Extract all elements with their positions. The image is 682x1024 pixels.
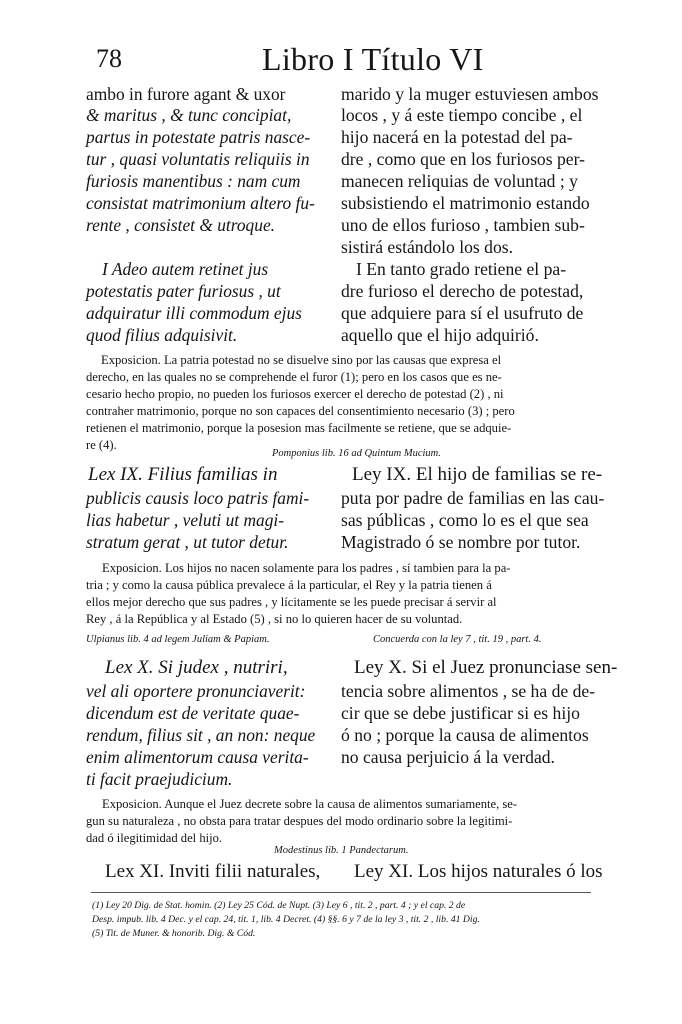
spanish-line: cir que se debe justificar si es hijo xyxy=(341,703,580,723)
spanish-line: I En tanto grado retiene el pa- xyxy=(356,259,567,279)
exposicion-line: re (4). xyxy=(86,438,117,452)
latin-line: publicis causis loco patris fami- xyxy=(86,488,310,508)
latin-line: adquiratur illi commodum ejus xyxy=(86,303,302,323)
exposicion-line: Rey , á la República y al Estado (5) , si no lo quieren hacer de su voluntad. xyxy=(86,612,463,626)
exposicion-line: derecho, en las quales no se comprehende el furor (1); pero en los casos que es ne- xyxy=(86,370,502,384)
latin-line: Lex IX. Filius familias in xyxy=(88,464,278,485)
exposicion-line: gun su naturaleza , no obsta para tratar despues del modo ordinario sobre la legitimi- xyxy=(86,814,513,828)
spanish-line: que adquiere para sí el usufruto de xyxy=(341,303,584,323)
exposicion-line: ellos mejor derecho que sus padres , y lícitamente se les puede precisar á servir al xyxy=(86,595,497,609)
spanish-line: manecen reliquias de voluntad ; y xyxy=(341,171,578,191)
exposicion-line: Exposicion. Aunque el Juez decrete sobre la causa de alimentos sumariamente, se- xyxy=(102,797,518,811)
exposicion-line: retienen el matrimonio, porque la posesion mas facilmente se retiene, que se adquie- xyxy=(86,421,512,435)
spanish-line: ó no ; porque la causa de alimentos xyxy=(341,725,589,745)
latin-line: partus in potestate patris nasce- xyxy=(86,127,311,147)
latin-line: rendum, filius sit , an non: neque xyxy=(86,725,316,745)
source-citation: Modestinus lib. 1 Pandectarum. xyxy=(274,845,409,856)
latin-line: ti facit praejudicium. xyxy=(86,769,233,789)
spanish-line: Ley X. Si el Juez pronunciase sen- xyxy=(354,657,618,678)
latin-line: Lex X. Si judex , nutriri, xyxy=(105,657,288,678)
source-citation-left: Ulpianus lib. 4 ad legem Juliam & Papiam. xyxy=(86,634,270,645)
latin-line: consistat matrimonium altero fu- xyxy=(86,193,315,213)
running-title: Libro I Título VI xyxy=(262,41,484,77)
exposicion-line: cesario hecho propio, no pueden los furiosos exercer el derecho de potestad (2) , ni xyxy=(86,387,504,401)
spanish-line: marido y la muger estuviesen ambos xyxy=(341,84,599,104)
footnote-divider xyxy=(91,892,591,893)
latin-line: potestatis pater furiosus , ut xyxy=(86,281,281,301)
source-citation-right: Concuerda con la ley 7 , tit. 19 , part. 4. xyxy=(373,634,542,645)
spanish-line: sistirá estándolo los dos. xyxy=(341,237,514,257)
latin-line: I Adeo autem retinet jus xyxy=(102,259,269,279)
spanish-line: dre , como que en los furiosos per- xyxy=(341,149,585,169)
spanish-line: hijo nacerá en la potestad del pa- xyxy=(341,127,573,147)
latin-line: Lex XI. Inviti filii naturales, xyxy=(105,861,321,882)
exposicion-line: tria ; y como la causa pública prevalece á la particular, el Rey y la patria tienen á xyxy=(86,578,492,592)
exposicion-line: dad ó ilegitimidad del hijo. xyxy=(86,831,223,845)
exposicion-line: Exposicion. La patria potestad no se disuelve sino por las causas que expresa el xyxy=(101,353,502,367)
page-number: 78 xyxy=(96,44,122,73)
footnote-line: (1) Ley 20 Dig. de Stat. homin. (2) Ley 25 Cód. de Nupt. (3) Ley 6 , tit. 2 , part. 4 ; y el cap. 2 de xyxy=(92,900,466,911)
spanish-line: dre furioso el derecho de potestad, xyxy=(341,281,584,301)
spanish-line: puta por padre de familias en las cau- xyxy=(341,488,605,508)
source-citation: Pomponius lib. 16 ad Quintum Mucium. xyxy=(272,448,441,459)
latin-line: tur , quasi voluntatis reliquiis in xyxy=(86,149,310,169)
footnote-line: Desp. impub. lib. 4 Dec. y el cap. 24, tit. 1, lib. 4 Decret. (4) §§. 6 y 7 de la ley 3 , tit. 2 , lib. 41 Dig. xyxy=(92,914,480,925)
latin-line: enim alimentorum causa verita- xyxy=(86,747,309,767)
spanish-line: tencia sobre alimentos , se ha de de- xyxy=(341,681,596,701)
latin-line: dicendum est de veritate quae- xyxy=(86,703,300,723)
spanish-line: subsistiendo el matrimonio estando xyxy=(341,193,590,213)
spanish-line: uno de ellos furioso , tambien sub- xyxy=(341,215,585,235)
spanish-line: Ley XI. Los hijos naturales ó los xyxy=(354,861,603,882)
spanish-line: aquello que el hijo adquirió. xyxy=(341,325,539,345)
spanish-line: Ley IX. El hijo de familias se re- xyxy=(352,464,603,485)
spanish-line: Magistrado ó se nombre por tutor. xyxy=(341,532,581,552)
footnote-line: (5) Tit. de Muner. & honorib. Dig. & Cód. xyxy=(92,928,256,939)
latin-line: & maritus , & tunc concipiat, xyxy=(86,105,292,125)
latin-line: stratum gerat , ut tutor detur. xyxy=(86,532,289,552)
latin-line: furiosis manentibus : nam cum xyxy=(86,171,301,191)
exposicion-line: contraher matrimonio, porque no son capaces del consentimiento necesario (3) ; pero xyxy=(86,404,515,418)
exposicion-line: Exposicion. Los hijos no nacen solamente para los padres , sí tambien para la pa- xyxy=(102,561,511,575)
spanish-line: no causa perjuicio á la verdad. xyxy=(341,747,555,767)
latin-line: lias habetur , veluti ut magi- xyxy=(86,510,285,530)
spanish-line: sas públicas , como lo es el que sea xyxy=(341,510,589,530)
latin-line: vel ali oportere pronunciaverit: xyxy=(86,681,306,701)
spanish-line: locos , y á este tiempo concibe , el xyxy=(341,105,583,125)
latin-line: rente , consistet & utroque. xyxy=(86,215,276,235)
latin-line: ambo in furore agant & uxor xyxy=(86,84,286,104)
latin-line: quod filius adquisivit. xyxy=(86,325,238,345)
